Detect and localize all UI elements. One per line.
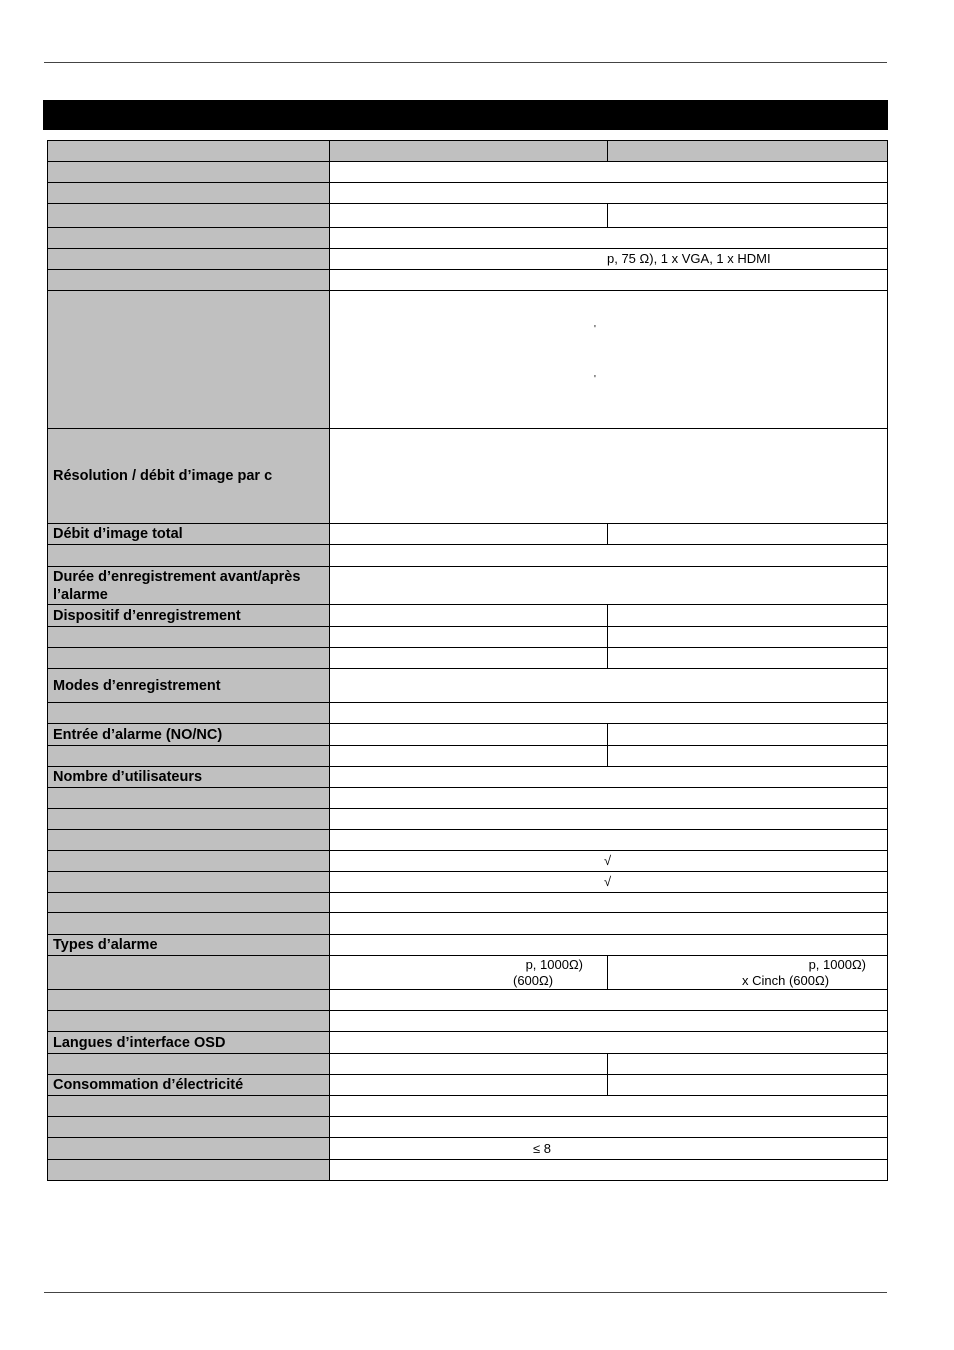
table-row: [48, 1160, 888, 1181]
header-cell: [48, 141, 330, 162]
row-value: [330, 935, 888, 956]
table-row: [48, 183, 888, 204]
audio-right-line2: x Cinch (600Ω): [742, 972, 830, 988]
table-row: [48, 1117, 888, 1138]
row-value-left: [330, 648, 608, 669]
table-row: [48, 524, 888, 545]
row-value-right: [608, 627, 888, 648]
row-label: [48, 1117, 330, 1138]
table-row: [48, 627, 888, 648]
table-row: [48, 1054, 888, 1075]
header-rule: [44, 62, 887, 63]
row-value-right: [608, 1054, 888, 1075]
row-value: [330, 767, 888, 788]
row-label: [48, 830, 330, 851]
limit-value: ≤ 8: [330, 1138, 888, 1160]
table-row: [48, 767, 888, 788]
table-row: [48, 724, 888, 746]
row-value: [330, 429, 888, 524]
row-label: [48, 204, 330, 228]
row-label: [48, 746, 330, 767]
row-label: [48, 809, 330, 830]
row-label: [48, 956, 330, 990]
table-row: [48, 913, 888, 935]
table-row: [48, 162, 888, 183]
row-label: [48, 249, 330, 270]
section-title-bar: [43, 100, 888, 130]
row-value: [330, 567, 888, 605]
table-row: [48, 429, 888, 524]
header-cell: [330, 141, 608, 162]
row-value-left: [330, 627, 608, 648]
row-value-left: [330, 524, 608, 545]
row-label: [48, 270, 330, 291]
table-row: [48, 228, 888, 249]
row-value-left: [330, 605, 608, 627]
row-label: [48, 1096, 330, 1117]
pre-post-alarm-label: Durée d’enregistrement avant/après l’alarme: [48, 567, 330, 605]
table-row: [48, 1075, 888, 1096]
row-value: [330, 830, 888, 851]
audio-right-line1: p, 1000Ω): [808, 956, 866, 972]
table-row: [48, 851, 888, 872]
checkmark-value: √: [330, 872, 888, 893]
row-label: [48, 893, 330, 913]
row-label: [48, 990, 330, 1011]
table-row: [48, 1096, 888, 1117]
recording-device-label: Dispositif d’enregistrement: [48, 605, 330, 627]
table-row: [48, 746, 888, 767]
table-row: [48, 809, 888, 830]
table-row: [48, 567, 888, 605]
row-value: [330, 990, 888, 1011]
row-label: [48, 648, 330, 669]
alarm-types-label: Types d’alarme: [48, 935, 330, 956]
row-label: [48, 545, 330, 567]
table-row: [48, 935, 888, 956]
apostrophe-mark: ': [594, 374, 596, 385]
row-label: [48, 162, 330, 183]
row-value: [330, 913, 888, 935]
apostrophe-mark: ': [594, 324, 596, 335]
row-value: [330, 703, 888, 724]
row-label: [48, 703, 330, 724]
table-row: [48, 648, 888, 669]
checkmark-value: √: [330, 851, 888, 872]
row-value: [330, 183, 888, 204]
row-label: [48, 228, 330, 249]
audio-value-left: [330, 956, 608, 990]
row-value: [330, 228, 888, 249]
audio-left-line2: (600Ω): [513, 972, 554, 988]
table-row: [48, 1011, 888, 1032]
row-label: [48, 183, 330, 204]
row-value-right: [608, 524, 888, 545]
row-label: [48, 872, 330, 893]
table-row: [48, 204, 888, 228]
row-value: [330, 893, 888, 913]
row-value-left: [330, 724, 608, 746]
resolution-label: Résolution / débit d’image par c: [48, 429, 330, 524]
row-value-right: [608, 648, 888, 669]
row-value: [330, 809, 888, 830]
table-row: [48, 249, 888, 270]
row-value: [330, 1096, 888, 1117]
row-value-left: [330, 1054, 608, 1075]
row-label: [48, 627, 330, 648]
row-value-right: [608, 724, 888, 746]
row-label: [48, 788, 330, 809]
row-value: [330, 1032, 888, 1054]
row-value-left: [330, 746, 608, 767]
osd-languages-label: Langues d’interface OSD: [48, 1032, 330, 1054]
row-label: [48, 1054, 330, 1075]
row-label: [48, 291, 330, 429]
row-value: [330, 291, 888, 429]
row-value-right: [608, 746, 888, 767]
table-row: [48, 990, 888, 1011]
audio-left-line1: p, 1000Ω): [525, 956, 583, 972]
recording-modes-label: Modes d’enregistrement: [48, 669, 330, 703]
table-row: [48, 270, 888, 291]
table-row: [48, 605, 888, 627]
row-label: [48, 1160, 330, 1181]
table-row: [48, 788, 888, 809]
row-value: [330, 1011, 888, 1032]
row-value: [330, 1117, 888, 1138]
table-row: [48, 291, 888, 429]
row-label: [48, 1138, 330, 1160]
row-value-left: [330, 204, 608, 228]
total-framerate-label: Débit d’image total: [48, 524, 330, 545]
table-row: [48, 545, 888, 567]
row-value: [330, 545, 888, 567]
row-value: [330, 270, 888, 291]
row-value: [330, 1160, 888, 1181]
table-row: [48, 830, 888, 851]
row-value-left: [330, 1075, 608, 1096]
row-value: [330, 788, 888, 809]
table-row: [48, 893, 888, 913]
user-count-label: Nombre d’utilisateurs: [48, 767, 330, 788]
footer-rule: [44, 1292, 887, 1293]
row-label: [48, 913, 330, 935]
row-value: [330, 669, 888, 703]
table-row: [48, 703, 888, 724]
row-label: [48, 851, 330, 872]
audio-value-right: [608, 956, 888, 990]
row-label: [48, 1011, 330, 1032]
header-cell: [608, 141, 888, 162]
row-value-right: [608, 1075, 888, 1096]
spec-table: [47, 140, 888, 1181]
video-output-value: p, 75 Ω), 1 x VGA, 1 x HDMI: [330, 249, 888, 270]
power-consumption-label: Consommation d’électricité: [48, 1075, 330, 1096]
table-row: [48, 669, 888, 703]
alarm-input-label: Entrée d’alarme (NO/NC): [48, 724, 330, 746]
row-value-right: [608, 204, 888, 228]
table-row: [48, 1032, 888, 1054]
table-row: [48, 956, 888, 990]
row-value-right: [608, 605, 888, 627]
table-row: [48, 872, 888, 893]
table-header-row: [48, 141, 888, 162]
row-value: [330, 162, 888, 183]
table-row: [48, 1138, 888, 1160]
